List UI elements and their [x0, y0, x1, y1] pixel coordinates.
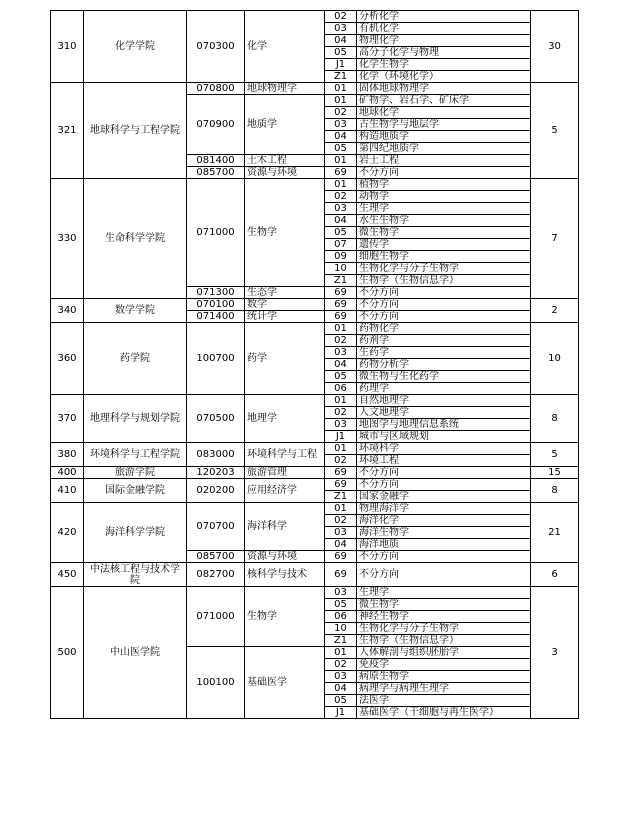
major-code: 070300: [187, 11, 245, 83]
direction-code: 09: [325, 251, 357, 263]
college-code: 321: [51, 83, 84, 179]
direction-name: 不分方向: [357, 287, 531, 299]
direction-code: 02: [325, 11, 357, 23]
direction-name: 自然地理学: [357, 395, 531, 407]
direction-code: 07: [325, 239, 357, 251]
direction-name: 国家金融学: [357, 491, 531, 503]
major-name: 基础医学: [245, 647, 325, 719]
enrollment-quota: 8: [531, 395, 579, 443]
college-code: 400: [51, 467, 84, 479]
direction-code: 01: [325, 647, 357, 659]
direction-code: 01: [325, 83, 357, 95]
direction-name: 环境工程: [357, 455, 531, 467]
college-code: 330: [51, 179, 84, 299]
table-row: [51, 479, 579, 491]
direction-code: 04: [325, 539, 357, 551]
major-code: 071000: [187, 179, 245, 287]
direction-code: J1: [325, 59, 357, 71]
direction-name: 环境科学: [357, 443, 531, 455]
enrollment-quota: 2: [531, 299, 579, 323]
college-code: 420: [51, 503, 84, 563]
direction-name: 生物化学与分子生物学: [357, 623, 531, 635]
direction-name: 海洋生物学: [357, 527, 531, 539]
enrollment-quota: 30: [531, 11, 579, 83]
direction-code: 10: [325, 623, 357, 635]
major-name: 旅游管理: [245, 467, 325, 479]
direction-code: 02: [325, 191, 357, 203]
college-name: 中山医学院: [84, 587, 187, 719]
direction-name: 地球化学: [357, 107, 531, 119]
direction-name: 第四纪地质学: [357, 143, 531, 155]
enrollment-quota: 10: [531, 323, 579, 395]
enrollment-quota: 7: [531, 179, 579, 299]
direction-name: 海洋地质: [357, 539, 531, 551]
major-code: 082700: [187, 563, 245, 587]
direction-code: 03: [325, 587, 357, 599]
direction-name: 神经生物学: [357, 611, 531, 623]
direction-code: Z1: [325, 275, 357, 287]
direction-code: 03: [325, 527, 357, 539]
direction-code: J1: [325, 431, 357, 443]
direction-name: 高分子化学与物理: [357, 47, 531, 59]
direction-code: 69: [325, 479, 357, 491]
direction-code: 03: [325, 119, 357, 131]
college-name: 药学院: [84, 323, 187, 395]
direction-name: 植物学: [357, 179, 531, 191]
direction-code: 03: [325, 23, 357, 35]
direction-code: 04: [325, 683, 357, 695]
direction-name: 分析化学: [357, 11, 531, 23]
direction-name: 古生物学与地层学: [357, 119, 531, 131]
major-name: 统计学: [245, 311, 325, 323]
direction-code: 03: [325, 671, 357, 683]
table-row: [51, 323, 579, 335]
direction-code: 05: [325, 227, 357, 239]
direction-code: 02: [325, 455, 357, 467]
table-row: [51, 83, 579, 95]
direction-name: 微生物学: [357, 227, 531, 239]
direction-name: 物理化学: [357, 35, 531, 47]
direction-code: 02: [325, 659, 357, 671]
direction-code: 04: [325, 35, 357, 47]
direction-name: 生理学: [357, 203, 531, 215]
direction-code: 04: [325, 131, 357, 143]
direction-name: 地图学与地理信息系统: [357, 419, 531, 431]
direction-name: 生药学: [357, 347, 531, 359]
direction-name: 城市与区域规划: [357, 431, 531, 443]
major-code: 100100: [187, 647, 245, 719]
direction-name: 基础医学（干细胞与再生医学）: [357, 707, 531, 719]
direction-name: 固体地球物理学: [357, 83, 531, 95]
direction-name: 不分方向: [357, 563, 531, 587]
direction-name: 动物学: [357, 191, 531, 203]
table-row: [51, 563, 579, 587]
direction-code: 06: [325, 611, 357, 623]
direction-code: 10: [325, 263, 357, 275]
enrollment-table: [50, 10, 579, 719]
enrollment-quota: 5: [531, 83, 579, 179]
college-code: 380: [51, 443, 84, 467]
direction-code: 02: [325, 335, 357, 347]
college-name: 数学学院: [84, 299, 187, 323]
major-name: 地理学: [245, 395, 325, 443]
direction-code: 69: [325, 467, 357, 479]
direction-code: 04: [325, 359, 357, 371]
direction-name: 生理学: [357, 587, 531, 599]
direction-code: 01: [325, 95, 357, 107]
direction-code: J1: [325, 707, 357, 719]
college-name: 国际金融学院: [84, 479, 187, 503]
college-name: 环境科学与工程学院: [84, 443, 187, 467]
major-code: 070100: [187, 299, 245, 311]
major-code: 083000: [187, 443, 245, 467]
direction-name: 生物化学与分子生物学: [357, 263, 531, 275]
major-name: 化学: [245, 11, 325, 83]
direction-name: 细胞生物学: [357, 251, 531, 263]
major-name: 地球物理学: [245, 83, 325, 95]
college-code: 500: [51, 587, 84, 719]
table-row: [51, 443, 579, 455]
direction-name: 构造地质学: [357, 131, 531, 143]
major-code: 120203: [187, 467, 245, 479]
direction-name: 水生生物学: [357, 215, 531, 227]
direction-name: 有机化学: [357, 23, 531, 35]
college-name: 地理科学与规划学院: [84, 395, 187, 443]
college-code: 310: [51, 11, 84, 83]
table-row: [51, 299, 579, 311]
direction-code: 06: [325, 383, 357, 395]
direction-code: 01: [325, 179, 357, 191]
enrollment-quota: 8: [531, 479, 579, 503]
direction-code: 03: [325, 347, 357, 359]
major-name: 地质学: [245, 95, 325, 155]
major-code: 071300: [187, 287, 245, 299]
direction-code: Z1: [325, 491, 357, 503]
major-name: 应用经济学: [245, 479, 325, 503]
college-code: 410: [51, 479, 84, 503]
enrollment-quota: 15: [531, 467, 579, 479]
direction-code: 04: [325, 215, 357, 227]
college-name: 旅游学院: [84, 467, 187, 479]
direction-code: 01: [325, 395, 357, 407]
college-code: 370: [51, 395, 84, 443]
major-name: 环境科学与工程: [245, 443, 325, 467]
college-name: 地球科学与工程学院: [84, 83, 187, 179]
table-row: [51, 11, 579, 23]
direction-code: Z1: [325, 71, 357, 83]
direction-name: 微生物学: [357, 599, 531, 611]
direction-name: 药理学: [357, 383, 531, 395]
major-code: 020200: [187, 479, 245, 503]
direction-name: 法医学: [357, 695, 531, 707]
direction-code: 05: [325, 371, 357, 383]
direction-code: 69: [325, 563, 357, 587]
major-code: 085700: [187, 167, 245, 179]
major-name: 生物学: [245, 179, 325, 287]
enrollment-quota: 21: [531, 503, 579, 563]
direction-name: 免疫学: [357, 659, 531, 671]
direction-name: 药物分析学: [357, 359, 531, 371]
direction-name: 海洋化学: [357, 515, 531, 527]
direction-name: 化学生物学: [357, 59, 531, 71]
direction-name: 遗传学: [357, 239, 531, 251]
direction-code: 05: [325, 695, 357, 707]
major-name: 生态学: [245, 287, 325, 299]
direction-code: Z1: [325, 635, 357, 647]
direction-code: 69: [325, 299, 357, 311]
direction-name: 不分方向: [357, 551, 531, 563]
table-row: [51, 587, 579, 599]
direction-name: 不分方向: [357, 479, 531, 491]
direction-name: 微生物与生化药学: [357, 371, 531, 383]
direction-code: 02: [325, 407, 357, 419]
direction-name: 人体解剖与组织胚胎学: [357, 647, 531, 659]
direction-name: 病原生物学: [357, 671, 531, 683]
major-name: 数学: [245, 299, 325, 311]
college-code: 360: [51, 323, 84, 395]
table-row: [51, 503, 579, 515]
direction-code: 69: [325, 167, 357, 179]
college-name: 海洋科学学院: [84, 503, 187, 563]
direction-code: 03: [325, 419, 357, 431]
major-name: 资源与环境: [245, 167, 325, 179]
major-code: 070500: [187, 395, 245, 443]
direction-name: 岩土工程: [357, 155, 531, 167]
direction-name: 生物学（生物信息学）: [357, 635, 531, 647]
direction-code: 02: [325, 515, 357, 527]
major-code: 071400: [187, 311, 245, 323]
direction-code: 69: [325, 311, 357, 323]
major-name: 核科学与技术: [245, 563, 325, 587]
table-row: [51, 179, 579, 191]
direction-name: 不分方向: [357, 299, 531, 311]
college-name: 化学学院: [84, 11, 187, 83]
enrollment-table-body: [51, 11, 579, 719]
direction-code: 01: [325, 503, 357, 515]
major-code: 085700: [187, 551, 245, 563]
direction-code: 05: [325, 599, 357, 611]
direction-code: 69: [325, 287, 357, 299]
major-code: 100700: [187, 323, 245, 395]
direction-name: 病理学与病理生理学: [357, 683, 531, 695]
direction-name: 物理海洋学: [357, 503, 531, 515]
direction-name: 化学（环境化学）: [357, 71, 531, 83]
direction-name: 人文地理学: [357, 407, 531, 419]
table-row: [51, 467, 579, 479]
direction-name: 不分方向: [357, 167, 531, 179]
college-name: 生命科学学院: [84, 179, 187, 299]
college-code: 340: [51, 299, 84, 323]
enrollment-quota: 6: [531, 563, 579, 587]
direction-code: 01: [325, 443, 357, 455]
major-code: 070900: [187, 95, 245, 155]
direction-code: 02: [325, 107, 357, 119]
direction-name: 药剂学: [357, 335, 531, 347]
major-name: 土木工程: [245, 155, 325, 167]
direction-code: 05: [325, 47, 357, 59]
enrollment-quota: 3: [531, 587, 579, 719]
direction-name: 不分方向: [357, 467, 531, 479]
direction-code: 05: [325, 143, 357, 155]
college-code: 450: [51, 563, 84, 587]
major-code: 070700: [187, 503, 245, 551]
direction-code: 01: [325, 323, 357, 335]
direction-code: 01: [325, 155, 357, 167]
major-code: 071000: [187, 587, 245, 647]
direction-name: 生物学（生物信息学）: [357, 275, 531, 287]
table-row: [51, 395, 579, 407]
direction-name: 矿物学、岩石学、矿床学: [357, 95, 531, 107]
major-name: 生物学: [245, 587, 325, 647]
direction-name: 不分方向: [357, 311, 531, 323]
major-name: 资源与环境: [245, 551, 325, 563]
direction-code: 69: [325, 551, 357, 563]
direction-code: 03: [325, 203, 357, 215]
major-code: 070800: [187, 83, 245, 95]
major-name: 海洋科学: [245, 503, 325, 551]
major-code: 081400: [187, 155, 245, 167]
major-name: 药学: [245, 323, 325, 395]
direction-name: 药物化学: [357, 323, 531, 335]
college-name: 中法核工程与技术学院: [84, 563, 187, 587]
enrollment-quota: 5: [531, 443, 579, 467]
